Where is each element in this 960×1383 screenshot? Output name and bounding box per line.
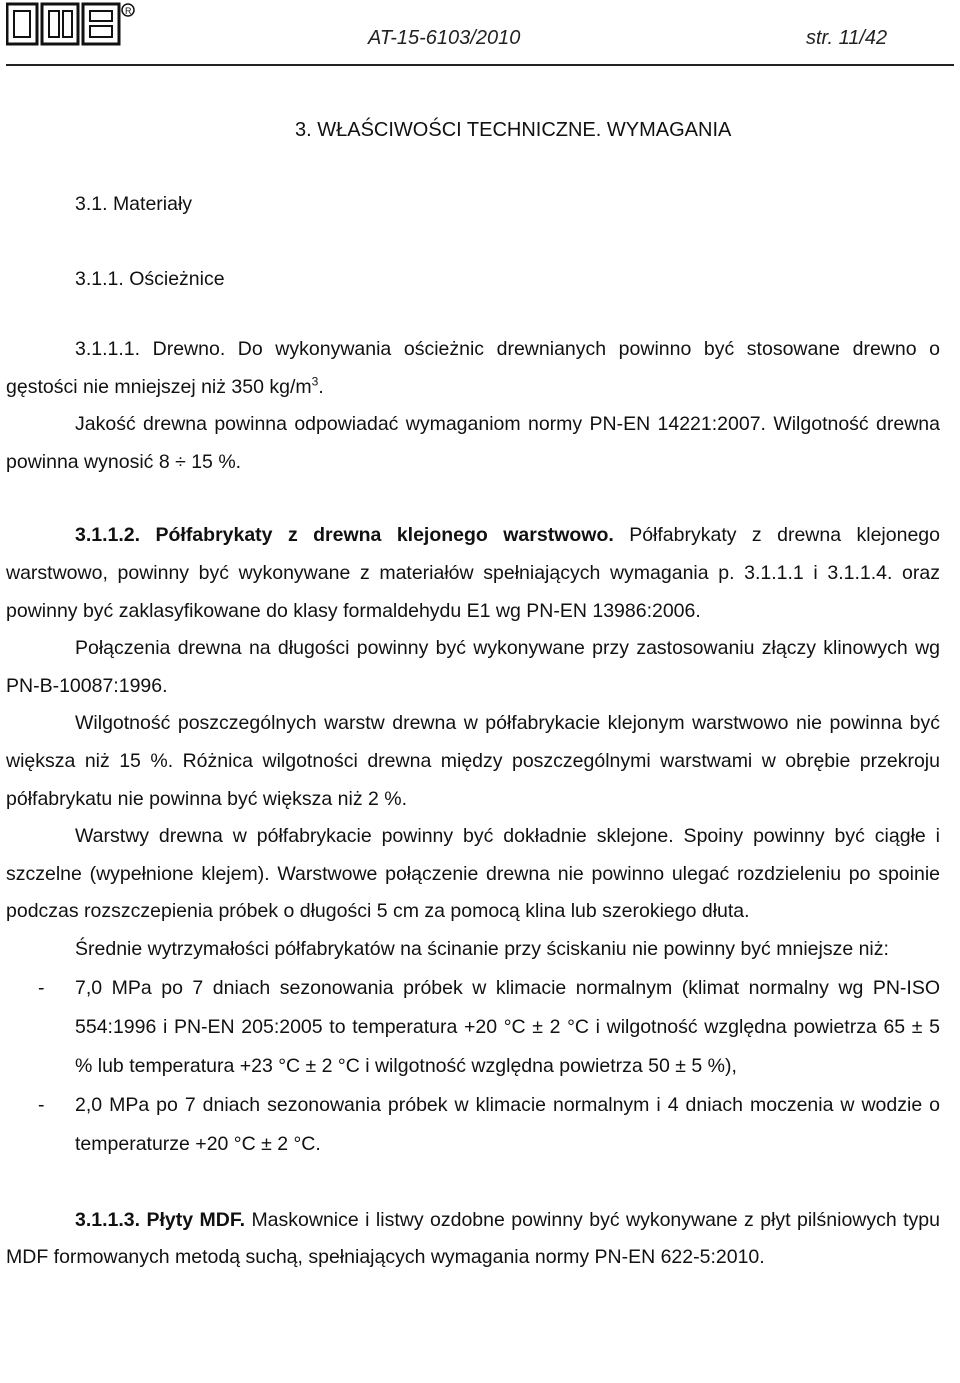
itb-logo bbox=[6, 2, 136, 46]
glulam-paragraph-3: Wilgotność poszczególnych warstw drewna w półfabrykacie klejonym warstwowo nie powinna być większa niż 15 %. Różnica wilgotności drewna między poszczególnymi warstwami w obrębie przekroju półfabrykatu nie powinna być większa niż 2 %. bbox=[6, 712, 940, 810]
list-item bbox=[6, 969, 940, 1086]
svg-text:R: R bbox=[125, 6, 132, 16]
subsection-materials: 3.1. Materiały bbox=[75, 193, 193, 215]
list-item-text: 2,0 MPa po 7 dniach sezonowania próbek w klimacie normalnym i 4 dniach moczenia w wodzie o temperaturze +20 °C ± 2 °C. bbox=[75, 1093, 940, 1155]
glulam-paragraph-1 bbox=[6, 517, 940, 630]
section-title: 3. WŁAŚCIWOŚCI TECHNICZNE. WYMAGANIA bbox=[295, 119, 732, 141]
wood-text-end: . bbox=[318, 375, 324, 398]
wood-quality-paragraph: Jakość drewna powinna odpowiadać wymaganiom normy PN-EN 14221:2007. Wilgotność drewna powinna wynosić 8 ÷ 15 %. bbox=[6, 413, 940, 473]
header-divider bbox=[6, 64, 954, 66]
list-dash: - bbox=[38, 1093, 45, 1116]
wood-heading: 3.1.1.1. Drewno. bbox=[75, 338, 226, 360]
glulam-paragraph-5: Średnie wytrzymałości półfabrykatów na ścinanie przy ściskaniu nie powinny być mniejsze niż: bbox=[75, 937, 889, 960]
list-dash: - bbox=[38, 976, 45, 999]
glulam-paragraph-2: Połączenia drewna na długości powinny być wykonywane przy zastosowaniu złączy klinowych wg PN-B-10087:1996. bbox=[6, 637, 940, 697]
document-number: AT-15-6103/2010 bbox=[368, 27, 521, 49]
list-item bbox=[6, 1086, 940, 1164]
mdf-text: Maskownice i listwy ozdobne powinny być wykonywane z płyt pilśniowych typu MDF formowanych metodą suchą, spełniających wymagania normy PN-EN 622-5:2010. bbox=[6, 1208, 940, 1269]
superscript-3: 3 bbox=[311, 374, 319, 389]
page-content bbox=[6, 115, 940, 1277]
mdf-paragraph bbox=[6, 1202, 940, 1277]
list-item-text: 7,0 MPa po 7 dniach sezonowania próbek w klimacie normalnym (klimat normalny wg PN-ISO 554:1996 i PN-EN 205:2005 to temperatura +20 °C ± 2 °C i wilgotność względna powietrza 65 ± 5 % lub temperatura +23 °C ± 2 °C i wilgotność względna powietrza 50 ± 5 %), bbox=[75, 976, 940, 1077]
glulam-paragraph-4: Warstwy drewna w półfabrykacie powinny być dokładnie sklejone. Spoiny powinny być ciągłe i szczelne (wypełnione klejem). Warstwowe połączenie drewna nie powinno ulegać rozdzieleniu po spoinie podczas rozszczepienia próbek o długości 5 cm za pomocą klina lub szerokiego dłuta. bbox=[6, 825, 940, 923]
strength-list bbox=[6, 969, 940, 1164]
wood-paragraph bbox=[6, 331, 940, 406]
page-number: str. 11/42 bbox=[806, 27, 888, 49]
wood-text: Do wykonywania ościeżnic drewnianych powinno być stosowane drewno o gęstości nie mniejszej niż 350 kg/m bbox=[6, 338, 940, 398]
mdf-heading: 3.1.1.3. Płyty MDF. bbox=[75, 1208, 246, 1231]
glulam-text: Półfabrykaty z drewna klejonego warstwowo, powinny być wykonywane z materiałów spełniających wymagania p. 3.1.1.1 i 3.1.1.4. oraz powinny być zaklasyfikowane do klasy formaldehydu E1 wg PN-EN 13986:2006. bbox=[6, 524, 940, 622]
subsection-frames: 3.1.1. Ościeżnice bbox=[75, 268, 225, 290]
glulam-heading: 3.1.1.2. Półfabrykaty z drewna klejonego warstwowo. bbox=[75, 524, 614, 547]
